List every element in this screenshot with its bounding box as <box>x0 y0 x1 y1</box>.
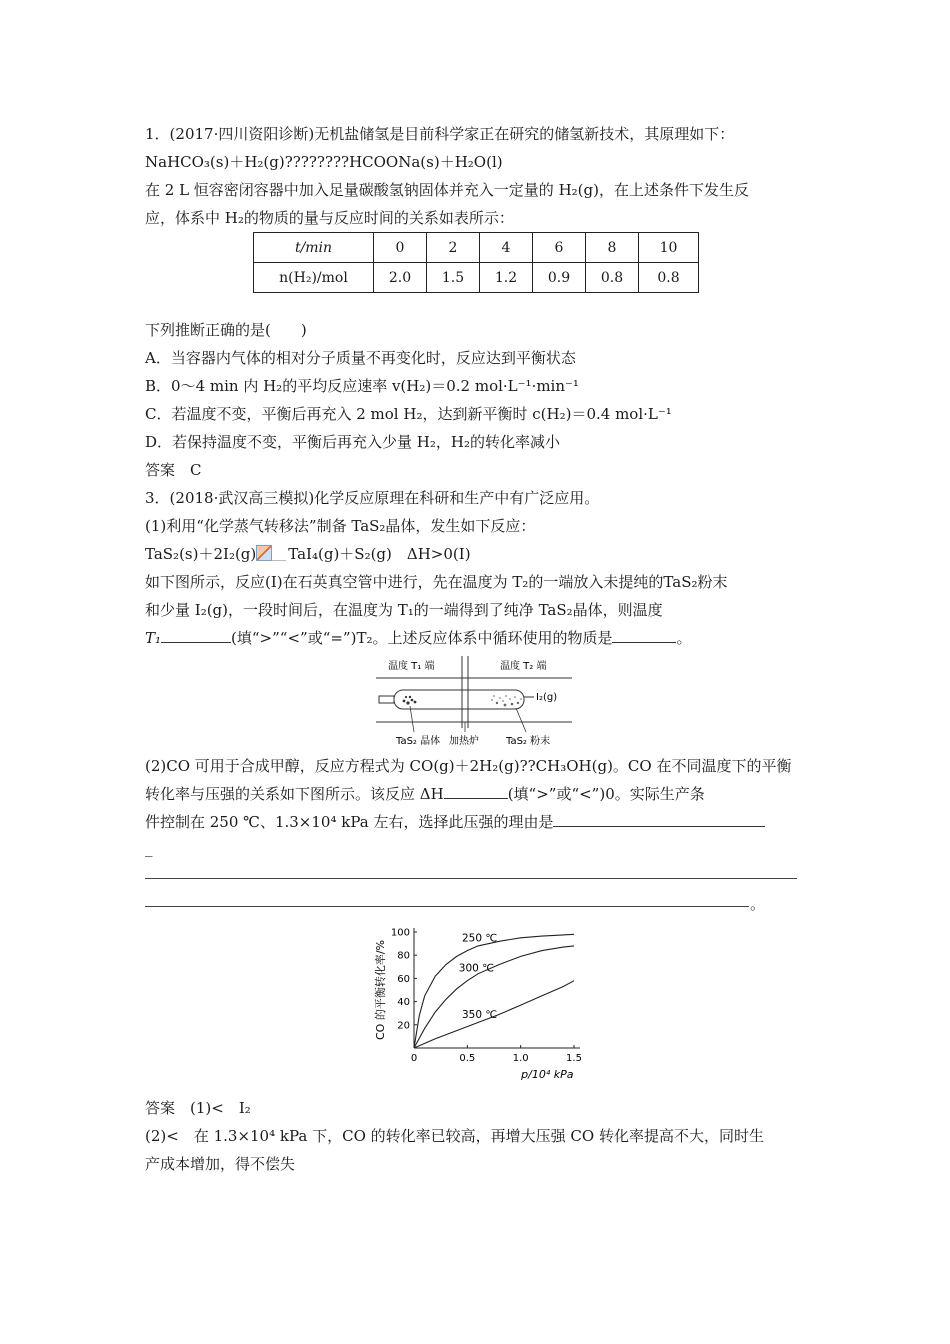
crystal-deposit <box>403 696 417 705</box>
x-axis-label: p/10⁴ kPa <box>521 1068 574 1081</box>
answer-line[interactable] <box>145 906 749 907</box>
tube-label-right: 温度 T₂ 端 <box>500 661 547 672</box>
table-cell: 0.9 <box>533 263 586 293</box>
option-b: B．0～4 min 内 H₂的平均反应速率 v(H₂)＝0.2 mol·L⁻¹·min⁻¹ <box>145 377 579 395</box>
tube-figure <box>376 656 572 748</box>
q3-text: 转化率与压强的关系如下图所示。该反应 ΔH <box>145 785 444 803</box>
table-cell: 8 <box>586 233 639 263</box>
equilibrium-arrow-icon <box>256 545 272 561</box>
co-conversion-chart <box>370 918 590 1090</box>
q1-stem-line: 在 2 L 恒容密闭容器中加入足量碳酸氢钠固体并充入一定量的 H₂(g)，在上述条件下发生反 <box>145 181 749 199</box>
y-tick-label: 40 <box>397 997 410 1009</box>
equation-arrow-blank <box>272 546 286 561</box>
q3-paragraph-line <box>145 628 692 648</box>
q3-stem-line: 3．(2018·武汉高三模拟)化学反应原理在科研和生产中有广泛应用。 <box>145 489 600 507</box>
table-header-cell: t/min <box>254 233 374 263</box>
table-cell: 1.2 <box>480 263 533 293</box>
y-tick-label: 60 <box>397 973 410 985</box>
q3-answer: 答案 (1)< I₂ <box>145 1099 251 1117</box>
chart-ticks <box>391 928 582 1065</box>
q3-text: 件控制在 250 ℃、1.3×10⁴ kPa 左右，选择此压强的理由是 <box>145 813 554 831</box>
table-cell: 0.8 <box>586 263 639 293</box>
q3-part2-line <box>145 784 705 804</box>
answer-blank[interactable] <box>444 784 508 799</box>
tube-label-furnace: 加热炉 <box>449 736 479 747</box>
period: 。 <box>750 895 766 913</box>
answer-line[interactable] <box>145 878 797 879</box>
x-tick-label: 1.5 <box>566 1053 582 1064</box>
q3-answer: 产成本增加，得不偿失 <box>145 1155 296 1173</box>
tube-label-crystal: TaS₂ 晶体 <box>396 736 441 747</box>
q1-stem-line: 1．(2017·四川资阳诊断)无机盐储氢是目前科学家正在研究的储氢新技术，其原理如下： <box>145 125 735 143</box>
q3-text: (填“>”或“<”)0。实际生产条 <box>507 785 705 803</box>
table-cell: 2.0 <box>374 263 427 293</box>
x-tick-label: 0 <box>410 1053 418 1064</box>
q1-prompt: 下列推断正确的是( ) <box>145 321 307 339</box>
powder-deposit <box>491 695 522 706</box>
answer-blank[interactable] <box>612 628 676 643</box>
q1-equation: NaHCO₃(s)＋H₂(g)????????HCOONa(s)＋H₂O(l) <box>145 153 503 171</box>
chart-axes <box>414 928 580 1048</box>
table-cell: 1.5 <box>427 263 480 293</box>
table-cell: 0.8 <box>639 263 699 293</box>
q3-equation <box>145 544 471 564</box>
q3-paragraph-line: 如下图所示，反应(Ⅰ)在石英真空管中进行，先在温度为 T₂的一端放入未提纯的TaS₂粉末 <box>145 573 728 591</box>
table-cell: 0 <box>374 233 427 263</box>
tube-label-powder: TaS₂ 粉末 <box>506 736 551 747</box>
x-tick-label: 0.5 <box>459 1053 476 1064</box>
equation-right: TaI₄(g)＋S₂(g) ΔH>0(Ⅰ) <box>288 545 471 563</box>
answer-blank[interactable] <box>553 812 765 827</box>
y-tick-label: 80 <box>397 950 410 962</box>
option-c: C．若温度不变，平衡后再充入 2 mol H₂，达到新平衡时 c(H₂)＝0.4 mol·L⁻¹ <box>145 405 672 423</box>
answer-blank[interactable] <box>161 628 231 643</box>
tube-label-i2: I₂(g) <box>536 692 558 703</box>
y-axis-label: CO 的平衡转化率/% <box>374 940 387 1040</box>
table-row <box>254 263 699 293</box>
equation-left: TaS₂(s)＋2I₂(g) <box>145 545 257 563</box>
series-label: 250 ℃ <box>462 932 498 945</box>
table-cell: 4 <box>480 233 533 263</box>
option-d: D．若保持温度不变，平衡后再充入少量 H₂，H₂的转化率减小 <box>145 433 560 451</box>
q3-part1: (1)利用“化学蒸气转移法”制备 TaS₂晶体，发生如下反应： <box>145 517 536 535</box>
y-tick-label: 20 <box>397 1020 410 1032</box>
q3-paragraph-line: 和少量 I₂(g)，一段时间后，在温度为 T₁的一端得到了纯净 TaS₂晶体，则温度 <box>145 601 663 619</box>
q3-part2-line <box>145 812 765 832</box>
x-tick-label: 1.0 <box>512 1053 529 1064</box>
q1-answer: 答案 C <box>145 461 202 479</box>
answer-dash: _ <box>145 839 153 857</box>
q3-text: (填“>”“<”或“=”)T₂。上述反应体系中循环使用的物质是 <box>231 629 613 647</box>
chart-series <box>414 932 574 1048</box>
series-label: 300 ℃ <box>458 962 494 975</box>
series-line <box>414 934 574 1048</box>
t1-symbol: T₁ <box>145 629 162 647</box>
q1-stem-line: 应，体系中 H₂的物质的量与反应时间的关系如表所示： <box>145 209 514 227</box>
tube-label-left: 温度 T₁ 端 <box>388 661 435 672</box>
table-header-cell: n(H₂)/mol <box>254 263 374 293</box>
q3-part2-line: (2)CO 可用于合成甲醇，反应方程式为 CO(g)＋2H₂(g)??CH₃OH(g)。CO 在不同温度下的平衡 <box>145 757 792 775</box>
data-table <box>253 232 699 293</box>
series-label: 350 ℃ <box>462 1008 498 1021</box>
series-line <box>414 946 574 1048</box>
table-cell: 10 <box>639 233 699 263</box>
tube-sealed-end <box>379 696 394 703</box>
q3-text: 。 <box>676 629 692 647</box>
y-tick-label: 100 <box>390 927 410 939</box>
table-cell: 6 <box>533 233 586 263</box>
table-cell: 2 <box>427 233 480 263</box>
q3-answer: (2)< 在 1.3×10⁴ kPa 下，CO 的转化率已较高，再增大压强 CO 转化率提高不大，同时生 <box>145 1127 764 1145</box>
option-a: A．当容器内气体的相对分子质量不再变化时，反应达到平衡状态 <box>145 349 576 367</box>
table-row <box>254 233 699 263</box>
